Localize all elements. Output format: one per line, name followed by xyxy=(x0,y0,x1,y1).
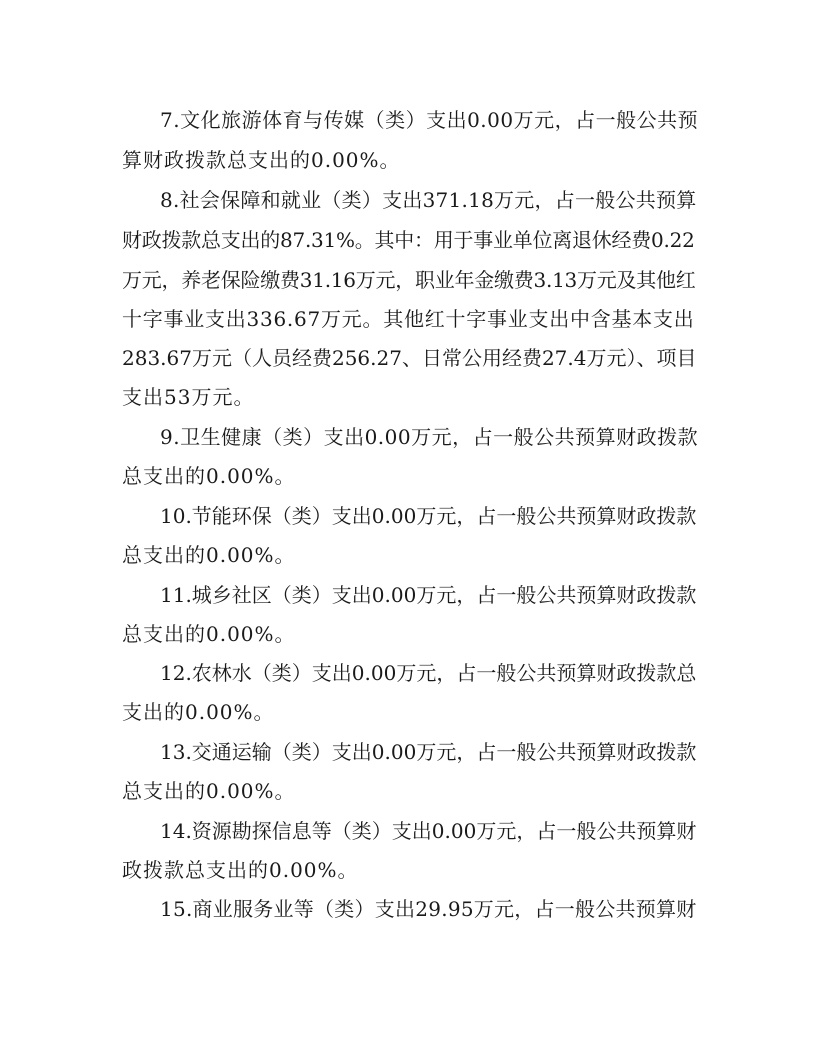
text-line: 总支出的0.00%。 xyxy=(122,622,296,646)
text-line: 万元，养老保险缴费31.16万元，职业年金缴费3.13万元及其他红 xyxy=(122,268,696,292)
text-line: 13.交通运输（类）支出0.00万元，占一般公共预算财政拨款 xyxy=(160,740,697,764)
text-line: 算财政拨款总支出的0.00%。 xyxy=(122,148,401,172)
text-line: 8.社会保障和就业（类）支出371.18万元，占一般公共预算 xyxy=(160,188,697,212)
text-line: 财政拨款总支出的87.31%。其中：用于事业单位离退休经费0.22 xyxy=(122,228,695,252)
text-line: 总支出的0.00%。 xyxy=(122,543,296,567)
text-line: 9.卫生健康（类）支出0.00万元，占一般公共预算财政拨款 xyxy=(160,425,699,449)
text-line: 14.资源勘探信息等（类）支出0.00万元，占一般公共预算财 xyxy=(160,819,697,843)
text-line: 支出53万元。 xyxy=(122,385,255,409)
text-line: 十字事业支出336.67万元。其他红十字事业支出中含基本支出 xyxy=(122,307,695,331)
text-line: 283.67万元（人员经费256.27、日常公用经费27.4万元）、项目 xyxy=(122,346,697,370)
text-line: 15.商业服务业等（类）支出29.95万元，占一般公共预算财 xyxy=(160,897,697,921)
text-line: 11.城乡社区（类）支出0.00万元，占一般公共预算财政拨款 xyxy=(160,583,697,607)
text-line: 总支出的0.00%。 xyxy=(122,464,296,488)
text-line: 总支出的0.00%。 xyxy=(122,779,296,803)
text-line: 政拨款总支出的0.00%。 xyxy=(122,858,359,882)
text-line: 支出的0.00%。 xyxy=(122,700,275,724)
text-line: 7.文化旅游体育与传媒（类）支出0.00万元，占一般公共预 xyxy=(160,108,699,132)
text-line: 10.节能环保（类）支出0.00万元，占一般公共预算财政拨款 xyxy=(160,504,697,528)
text-line: 12.农林水（类）支出0.00万元，占一般公共预算财政拨款总 xyxy=(160,661,697,685)
